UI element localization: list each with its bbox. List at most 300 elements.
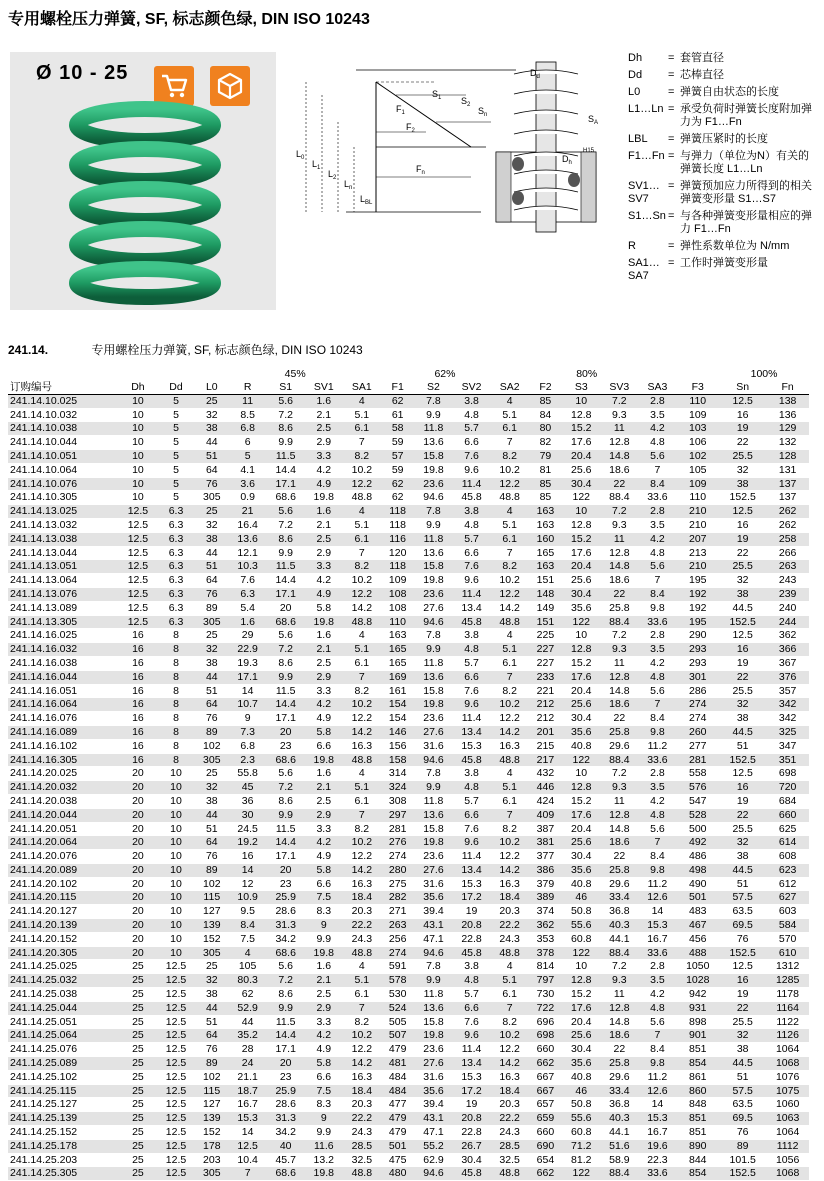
table-cell: 9.9 <box>414 781 452 795</box>
table-cell: 7.5 <box>305 891 343 905</box>
table-cell: 18.7 <box>229 1084 267 1098</box>
table-cell: 19.8 <box>414 1029 452 1043</box>
table-cell: 156 <box>381 739 415 753</box>
table-cell: 5.1 <box>343 643 381 657</box>
legend-description: 弹簧压紧时的长度 <box>680 133 768 145</box>
table-cell: 3.8 <box>453 960 491 974</box>
table-cell: 25.6 <box>562 1029 600 1043</box>
table-cell: 8 <box>157 656 195 670</box>
table-cell: 23.6 <box>414 712 452 726</box>
table-cell: 12.8 <box>600 1001 638 1015</box>
table-cell: 4.8 <box>453 974 491 988</box>
table-cell: 12.5 <box>157 960 195 974</box>
legend-symbol: S1…Sn <box>628 210 666 222</box>
table-cell: 241.14.25.051 <box>8 1015 119 1029</box>
table-cell: 89 <box>195 725 229 739</box>
table-cell: 11.5 <box>267 1015 305 1029</box>
table-cell: 27.6 <box>414 601 452 615</box>
table-cell: 7.8 <box>414 505 452 519</box>
table-cell: 6.8 <box>229 422 267 436</box>
table-cell: 115 <box>195 1084 229 1098</box>
table-cell: 7 <box>229 1167 267 1181</box>
table-cell: 890 <box>676 1139 719 1153</box>
table-cell: 16.3 <box>491 739 529 753</box>
table-cell: 10.2 <box>491 574 529 588</box>
table-cell: 19.3 <box>229 656 267 670</box>
table-cell: 507 <box>381 1029 415 1043</box>
table-cell: 4.9 <box>305 850 343 864</box>
table-cell: 381 <box>529 836 563 850</box>
table-cell: 10 <box>562 767 600 781</box>
table-cell: 163 <box>529 505 563 519</box>
table-cell: 22 <box>719 670 766 684</box>
table-cell: 25.6 <box>562 836 600 850</box>
table-cell: 14.8 <box>600 822 638 836</box>
table-row <box>8 725 809 739</box>
table-cell: 241.14.16.089 <box>8 725 119 739</box>
table-cell: 69.5 <box>719 919 766 933</box>
table-cell: 492 <box>676 836 719 850</box>
table-cell: 60.8 <box>562 1126 600 1140</box>
table-cell: 387 <box>529 822 563 836</box>
table-cell: 115 <box>195 891 229 905</box>
table-cell: 8.6 <box>267 988 305 1002</box>
table-cell: 5.1 <box>343 974 381 988</box>
table-cell: 116 <box>381 532 415 546</box>
table-cell: 3.5 <box>638 643 676 657</box>
legend-row <box>628 86 818 99</box>
table-cell: 4.2 <box>638 988 676 1002</box>
table-row <box>8 560 809 574</box>
table-cell: 362 <box>529 919 563 933</box>
table-cell: 241.14.16.102 <box>8 739 119 753</box>
table-cell: 44 <box>195 1001 229 1015</box>
table-cell: 81.2 <box>562 1153 600 1167</box>
table-cell: 389 <box>529 891 563 905</box>
table-cell: 1064 <box>766 1043 809 1057</box>
table-cell: 18.4 <box>491 891 529 905</box>
table-cell: 657 <box>529 1098 563 1112</box>
table-cell: 2.5 <box>305 656 343 670</box>
table-cell: 23.6 <box>414 477 452 491</box>
table-cell: 15.8 <box>414 822 452 836</box>
table-cell: 7.8 <box>414 394 452 408</box>
table-cell: 8.2 <box>343 560 381 574</box>
table-cell: 11.5 <box>267 560 305 574</box>
table-cell: 46 <box>562 891 600 905</box>
table-cell: 24.3 <box>343 932 381 946</box>
table-cell: 241.14.20.038 <box>8 794 119 808</box>
table-cell: 25 <box>119 1015 157 1029</box>
3d-view-button[interactable] <box>210 66 250 106</box>
table-cell: 10.7 <box>229 698 267 712</box>
table-cell: 11.2 <box>638 877 676 891</box>
table-cell: 6.1 <box>343 532 381 546</box>
table-cell: 11.8 <box>414 794 452 808</box>
table-cell: 5.6 <box>267 629 305 643</box>
table-cell: 45.8 <box>453 946 491 960</box>
percent-header: 100% <box>750 367 778 380</box>
table-cell: 35.6 <box>562 1057 600 1071</box>
table-cell: 25 <box>119 1167 157 1181</box>
legend-row <box>628 150 818 176</box>
table-cell: 25 <box>119 960 157 974</box>
table-cell: 8 <box>157 712 195 726</box>
table-cell: 25 <box>195 767 229 781</box>
table-cell: 18.4 <box>343 891 381 905</box>
table-cell: 57 <box>381 449 415 463</box>
table-cell: 8 <box>157 670 195 684</box>
table-cell: 342 <box>766 712 809 726</box>
table-cell: 12.2 <box>491 712 529 726</box>
table-cell: 44 <box>195 436 229 450</box>
table-cell: 64 <box>195 836 229 850</box>
table-cell: 152.5 <box>719 1167 766 1181</box>
table-row <box>8 394 809 408</box>
table-cell: 4.2 <box>638 532 676 546</box>
label-f1: $F_1$ <box>396 104 405 116</box>
table-cell: 7.6 <box>453 1015 491 1029</box>
table-cell: 20 <box>119 850 157 864</box>
table-cell: 2.1 <box>305 974 343 988</box>
table-cell: 17.1 <box>229 670 267 684</box>
table-cell: 660 <box>766 808 809 822</box>
table-cell: 35.2 <box>229 1029 267 1043</box>
table-cell: 2.8 <box>638 767 676 781</box>
table-cell: 76 <box>195 712 229 726</box>
table-cell: 152 <box>195 1126 229 1140</box>
table-cell: 241.14.20.102 <box>8 877 119 891</box>
table-cell: 7.6 <box>453 684 491 698</box>
table-row <box>8 1043 809 1057</box>
table-cell: 12.5 <box>157 1098 195 1112</box>
column-header: Sn <box>719 381 766 394</box>
table-cell: 16 <box>119 670 157 684</box>
table-row <box>8 1084 809 1098</box>
table-cell: 8 <box>157 725 195 739</box>
table-cell: 11.2 <box>638 739 676 753</box>
table-cell: 8.2 <box>491 449 529 463</box>
table-cell: 20 <box>119 946 157 960</box>
table-cell: 48.8 <box>343 946 381 960</box>
table-cell: 22.9 <box>229 643 267 657</box>
table-cell: 22.3 <box>638 1153 676 1167</box>
table-cell: 241.14.16.064 <box>8 698 119 712</box>
table-cell: 276 <box>381 836 415 850</box>
table-cell: 51 <box>195 822 229 836</box>
table-cell: 8.2 <box>343 684 381 698</box>
table-cell: 6.6 <box>305 1070 343 1084</box>
table-cell: 2.9 <box>305 1001 343 1015</box>
table-cell: 12.5 <box>157 1167 195 1181</box>
table-cell: 547 <box>676 794 719 808</box>
table-cell: 20 <box>119 836 157 850</box>
section-number: 241.14. <box>8 343 49 357</box>
table-cell: 22.8 <box>453 932 491 946</box>
table-cell: 4.8 <box>638 546 676 560</box>
table-cell: 212 <box>529 698 563 712</box>
table-cell: 9.8 <box>638 725 676 739</box>
table-row <box>8 643 809 657</box>
table-cell: 5.8 <box>305 863 343 877</box>
page-title: 专用螺栓压力弹簧, SF, 标志颜色绿, DIN ISO 10243 <box>8 11 370 28</box>
table-cell: 0.9 <box>229 491 267 505</box>
table-cell: 241.14.16.051 <box>8 684 119 698</box>
legend-row <box>628 133 818 146</box>
table-cell: 9.3 <box>600 408 638 422</box>
table-cell: 25 <box>119 1098 157 1112</box>
table-cell: 25 <box>119 1029 157 1043</box>
table-cell: 19 <box>719 532 766 546</box>
table-cell: 11.2 <box>638 1070 676 1084</box>
table-cell: 102 <box>195 739 229 753</box>
table-cell: 19.2 <box>229 836 267 850</box>
table-cell: 8.4 <box>638 477 676 491</box>
table-cell: 25.5 <box>719 560 766 574</box>
table-cell: 25.5 <box>719 684 766 698</box>
table-cell: 118 <box>381 518 415 532</box>
table-cell: 501 <box>381 1139 415 1153</box>
legend-description: 芯棒直径 <box>680 69 724 81</box>
table-cell: 149 <box>529 601 563 615</box>
table-cell: 667 <box>529 1084 563 1098</box>
table-cell: 1050 <box>676 960 719 974</box>
table-cell: 241.14.20.305 <box>8 946 119 960</box>
table-cell: 128 <box>766 449 809 463</box>
table-cell: 138 <box>766 394 809 408</box>
table-cell: 38 <box>719 712 766 726</box>
table-cell: 6.6 <box>453 670 491 684</box>
table-cell: 19 <box>453 905 491 919</box>
legend-description: 与弹力（单位为N）有关的弹簧长度 L1…Ln <box>680 150 809 175</box>
table-cell: 22.2 <box>491 919 529 933</box>
table-cell: 2.9 <box>305 670 343 684</box>
table-cell: 9.9 <box>267 436 305 450</box>
table-cell: 12.2 <box>343 850 381 864</box>
table-cell: 131 <box>766 463 809 477</box>
table-cell: 12.5 <box>719 394 766 408</box>
table-cell: 5.8 <box>305 1057 343 1071</box>
table-cell: 3.3 <box>305 1015 343 1029</box>
table-cell: 10 <box>119 436 157 450</box>
table-cell: 4.2 <box>638 422 676 436</box>
table-cell: 11.4 <box>453 477 491 491</box>
table-cell: 13.6 <box>414 670 452 684</box>
table-cell: 15.2 <box>562 656 600 670</box>
table-cell: 6.1 <box>491 988 529 1002</box>
table-row <box>8 546 809 560</box>
table-cell: 27.6 <box>414 863 452 877</box>
table-cell: 467 <box>676 919 719 933</box>
table-cell: 256 <box>381 932 415 946</box>
table-cell: 19.8 <box>414 574 452 588</box>
table-cell: 20 <box>119 877 157 891</box>
table-cell: 9.6 <box>453 463 491 477</box>
table-cell: 23 <box>267 877 305 891</box>
table-cell: 488 <box>676 946 719 960</box>
table-cell: 3.3 <box>305 449 343 463</box>
table-cell: 14.4 <box>267 463 305 477</box>
table-cell: 4.8 <box>453 518 491 532</box>
table-cell: 102 <box>195 877 229 891</box>
table-cell: 6.3 <box>157 505 195 519</box>
table-cell: 9.9 <box>414 974 452 988</box>
table-cell: 13.2 <box>305 1153 343 1167</box>
table-cell: 9.6 <box>453 1029 491 1043</box>
table-cell: 6.3 <box>157 601 195 615</box>
table-cell: 25.8 <box>600 863 638 877</box>
table-cell: 241.14.16.032 <box>8 643 119 657</box>
table-cell: 12.5 <box>157 988 195 1002</box>
table-cell: 20 <box>119 932 157 946</box>
table-cell: 366 <box>766 643 809 657</box>
table-cell: 30.4 <box>562 1043 600 1057</box>
table-cell: 122 <box>562 753 600 767</box>
table-cell: 4 <box>343 505 381 519</box>
table-cell: 6.3 <box>157 574 195 588</box>
table-row <box>8 974 809 988</box>
table-cell: 51 <box>195 1015 229 1029</box>
table-cell: 851 <box>676 1112 719 1126</box>
label-s1: $S_1$ <box>432 89 442 101</box>
table-cell: 7 <box>638 836 676 850</box>
table-cell: 48.8 <box>491 615 529 629</box>
table-cell: 16.3 <box>343 739 381 753</box>
table-cell: 19.8 <box>305 615 343 629</box>
table-cell: 10 <box>157 905 195 919</box>
table-cell: 8.2 <box>491 1015 529 1029</box>
table-cell: 10 <box>119 477 157 491</box>
table-cell: 241.14.25.203 <box>8 1153 119 1167</box>
table-cell: 860 <box>676 1084 719 1098</box>
table-cell: 20 <box>119 863 157 877</box>
table-cell: 1063 <box>766 1112 809 1126</box>
table-cell: 11.5 <box>267 449 305 463</box>
table-cell: 88.4 <box>600 946 638 960</box>
table-cell: 8.2 <box>491 684 529 698</box>
table-row <box>8 767 809 781</box>
table-cell: 20.4 <box>562 684 600 698</box>
table-cell: 1178 <box>766 988 809 1002</box>
table-cell: 2.9 <box>305 436 343 450</box>
table-row <box>8 1167 809 1181</box>
table-cell: 241.14.20.032 <box>8 781 119 795</box>
table-cell: 17.1 <box>267 587 305 601</box>
table-cell: 127 <box>195 905 229 919</box>
table-cell: 32 <box>719 698 766 712</box>
table-cell: 32 <box>719 1029 766 1043</box>
spring-data-table <box>8 367 809 1181</box>
table-cell: 19 <box>719 794 766 808</box>
table-cell: 12.8 <box>562 974 600 988</box>
table-cell: 3.3 <box>305 560 343 574</box>
table-cell: 10 <box>119 449 157 463</box>
table-cell: 85 <box>529 491 563 505</box>
table-cell: 475 <box>381 1153 415 1167</box>
table-cell: 80.3 <box>229 974 267 988</box>
table-cell: 18.4 <box>491 1084 529 1098</box>
table-cell: 25 <box>119 1112 157 1126</box>
table-cell: 5.6 <box>267 505 305 519</box>
table-row <box>8 449 809 463</box>
table-cell: 20 <box>119 767 157 781</box>
table-cell: 10 <box>157 850 195 864</box>
table-row <box>8 1001 809 1015</box>
table-cell: 1122 <box>766 1015 809 1029</box>
cart-button[interactable] <box>154 66 194 106</box>
table-cell: 8.5 <box>229 408 267 422</box>
table-cell: 22 <box>600 1043 638 1057</box>
table-cell: 241.14.13.051 <box>8 560 119 574</box>
table-cell: 101.5 <box>719 1153 766 1167</box>
table-cell: 33.6 <box>638 491 676 505</box>
table-cell: 25 <box>119 1043 157 1057</box>
table-cell: 44.1 <box>600 932 638 946</box>
table-cell: 9.3 <box>600 974 638 988</box>
table-cell: 5 <box>157 463 195 477</box>
table-cell: 486 <box>676 850 719 864</box>
table-cell: 5 <box>157 491 195 505</box>
table-cell: 17.6 <box>562 546 600 560</box>
table-cell: 377 <box>529 850 563 864</box>
label-f2: $F_2$ <box>406 122 415 134</box>
table-cell: 7 <box>491 670 529 684</box>
table-cell: 44.5 <box>719 1057 766 1071</box>
table-cell: 76 <box>195 850 229 864</box>
table-cell: 10 <box>119 422 157 436</box>
table-cell: 2.9 <box>305 808 343 822</box>
table-cell: 8 <box>157 629 195 643</box>
table-cell: 8.3 <box>305 905 343 919</box>
table-cell: 1028 <box>676 974 719 988</box>
table-cell: 19.6 <box>638 1139 676 1153</box>
legend-equals: = <box>668 133 675 145</box>
table-cell: 85 <box>529 394 563 408</box>
table-row <box>8 518 809 532</box>
table-cell: 11.5 <box>267 822 305 836</box>
size-range-label: Ø 10 - 25 <box>36 62 129 84</box>
table-cell: 94.6 <box>414 946 452 960</box>
table-cell: 305 <box>195 753 229 767</box>
table-cell: 1075 <box>766 1084 809 1098</box>
table-cell: 931 <box>676 1001 719 1015</box>
table-cell: 15.2 <box>562 794 600 808</box>
table-cell: 7.2 <box>600 629 638 643</box>
table-cell: 21.1 <box>229 1070 267 1084</box>
section-heading <box>8 341 363 358</box>
table-cell: 500 <box>676 822 719 836</box>
table-cell: 12.2 <box>491 850 529 864</box>
table-cell: 109 <box>676 477 719 491</box>
table-cell: 16 <box>229 850 267 864</box>
table-cell: 14.2 <box>491 601 529 615</box>
table-cell: 591 <box>381 960 415 974</box>
table-cell: 12.5 <box>157 1153 195 1167</box>
table-cell: 1060 <box>766 1098 809 1112</box>
table-cell: 241.14.25.089 <box>8 1057 119 1071</box>
table-cell: 25.5 <box>719 822 766 836</box>
table-cell: 1164 <box>766 1001 809 1015</box>
table-cell: 76 <box>195 587 229 601</box>
table-cell: 477 <box>381 1098 415 1112</box>
table-cell: 342 <box>766 698 809 712</box>
table-cell: 25 <box>119 974 157 988</box>
table-cell: 46 <box>562 1084 600 1098</box>
table-cell: 7.6 <box>229 574 267 588</box>
table-cell: 25 <box>119 1001 157 1015</box>
table-cell: 4.1 <box>229 463 267 477</box>
table-cell: 25 <box>119 1070 157 1084</box>
